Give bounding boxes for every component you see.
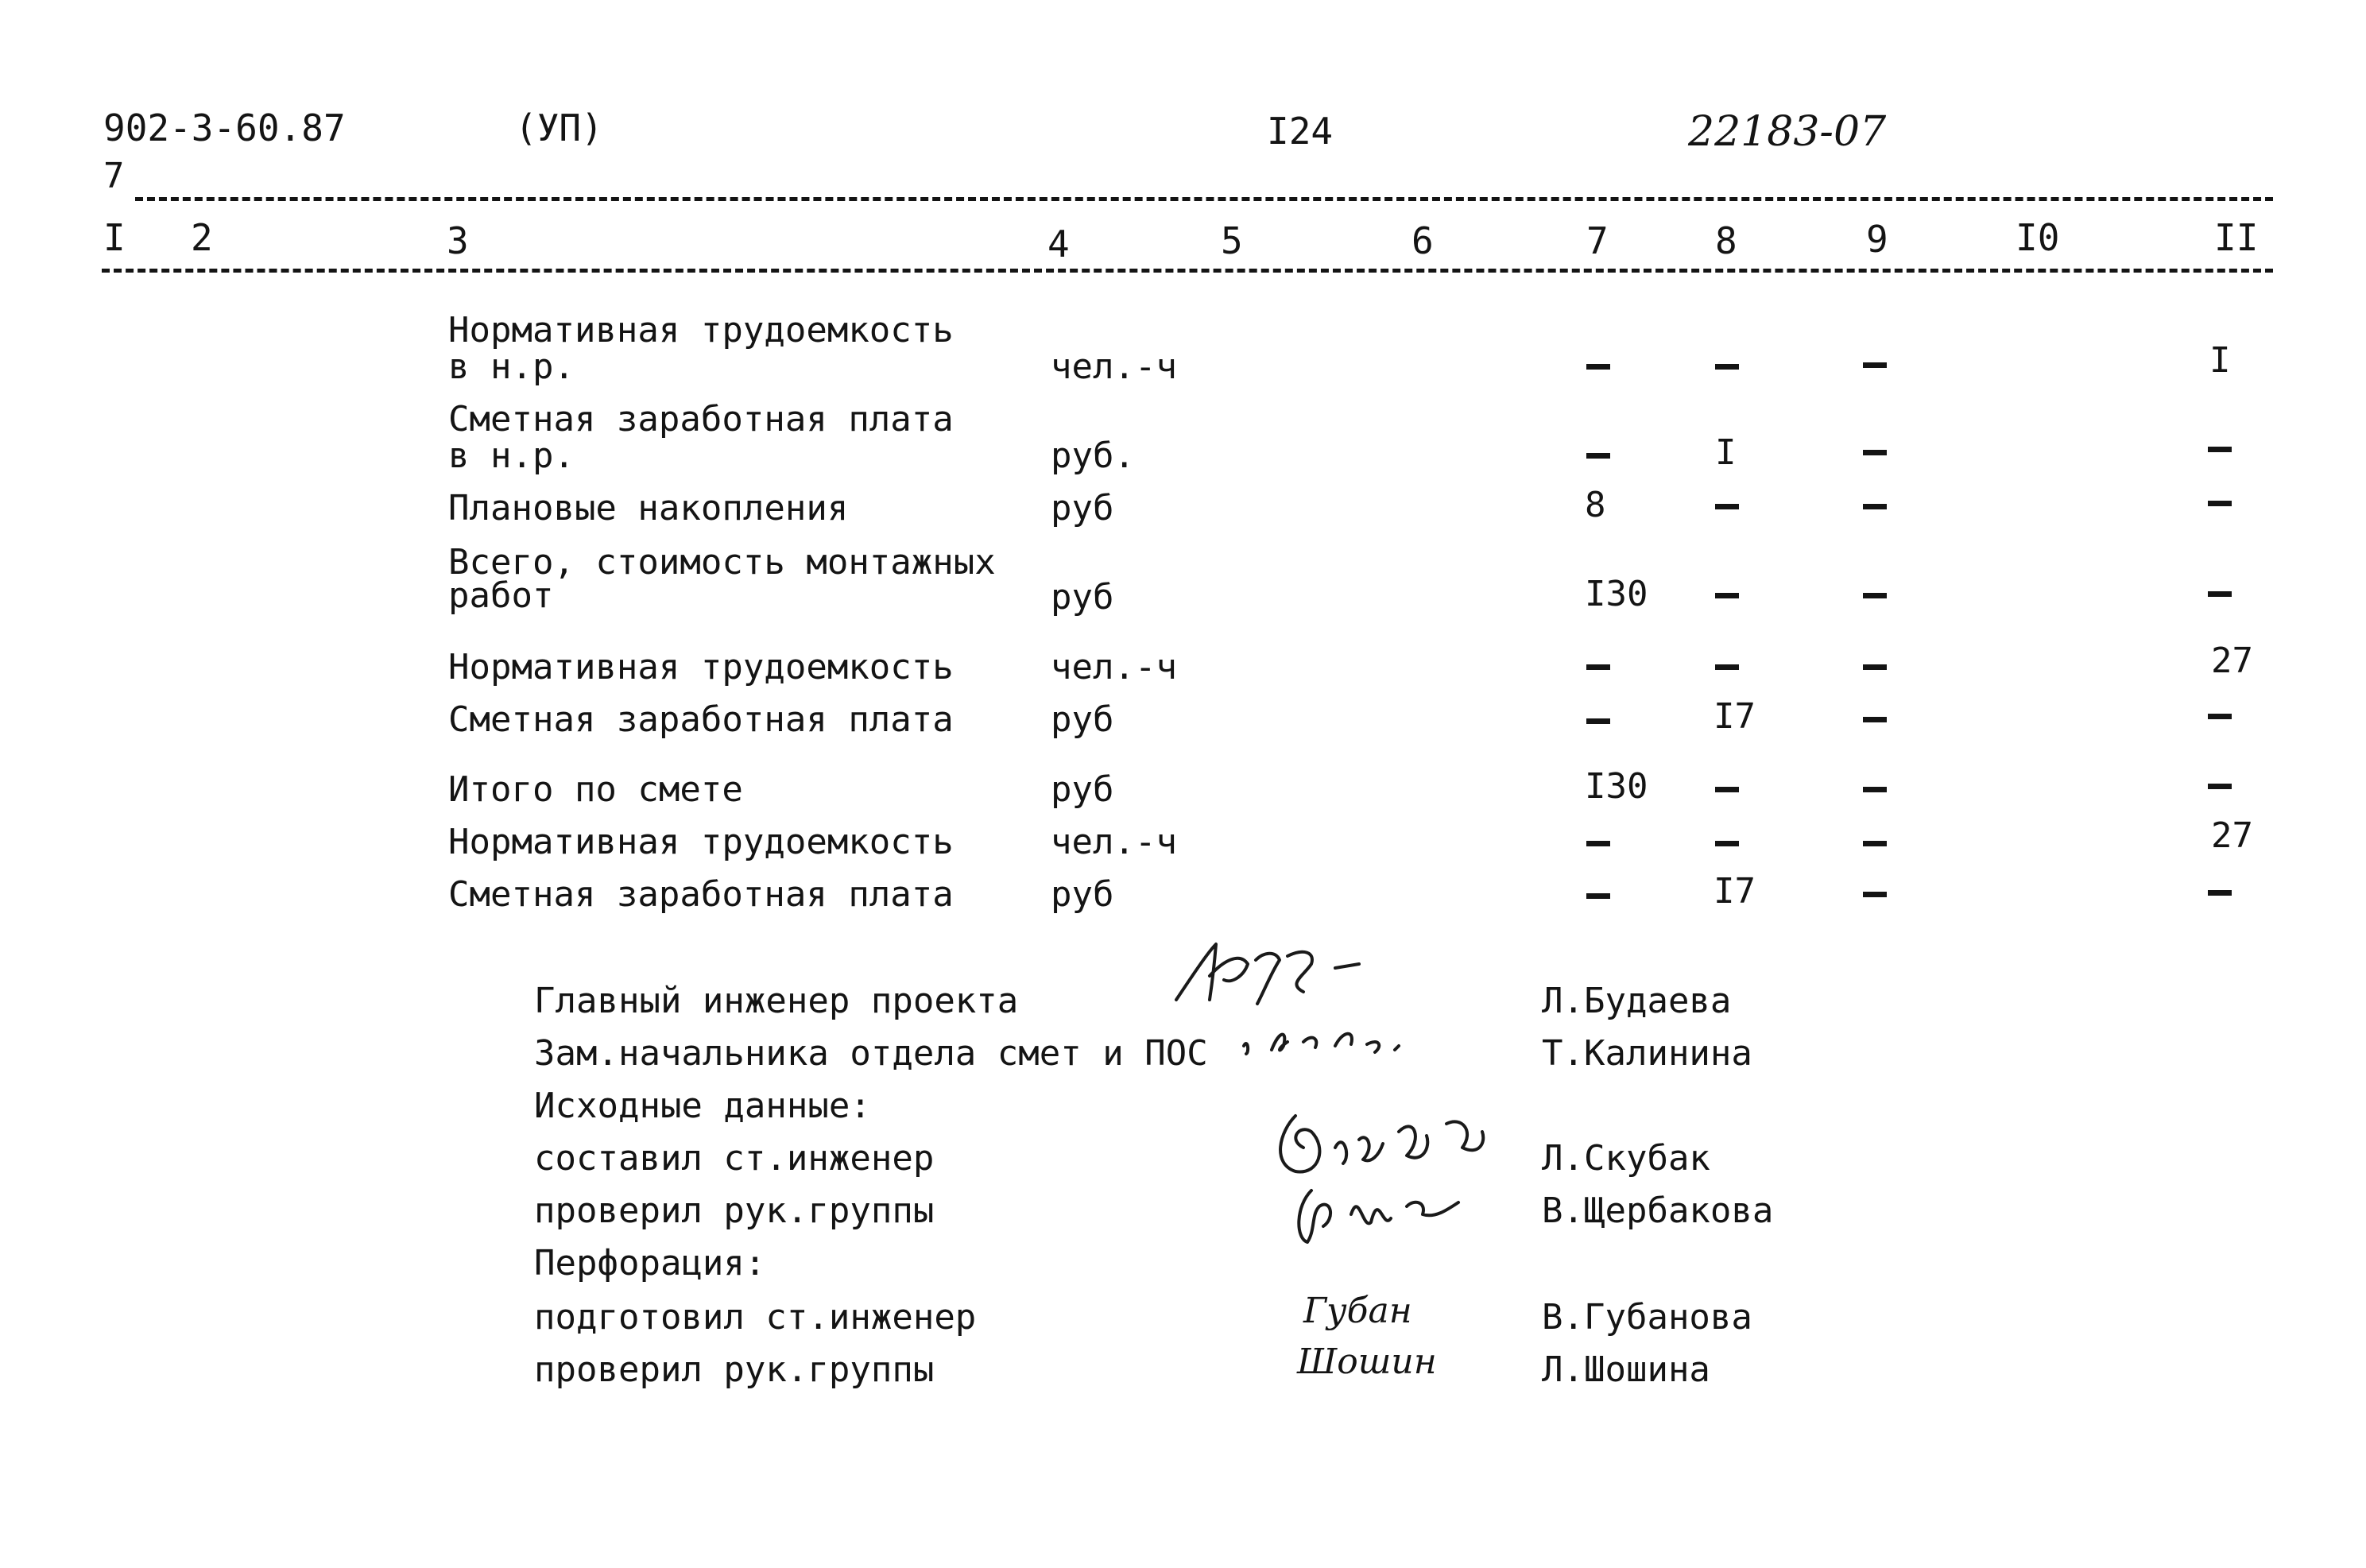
row-label-line: Нормативная трудоемкость <box>448 822 954 862</box>
empty-value-dash <box>1715 664 1739 670</box>
column-number-1: I <box>103 216 126 259</box>
empty-value-dash <box>1863 717 1887 722</box>
section-heading: Исходные данные: <box>534 1086 871 1126</box>
column-number-8: 8 <box>1715 219 1737 262</box>
empty-value-dash <box>2208 591 2232 597</box>
empty-value-dash <box>1863 362 1887 368</box>
empty-value-dash <box>1863 593 1887 598</box>
value-col7: 8 <box>1585 485 1606 525</box>
sheet-marker: 7 <box>103 156 125 196</box>
signature-chief-engineer <box>1168 928 1423 1016</box>
empty-value-dash <box>1715 841 1739 846</box>
signatory-role: составил ст.инженер <box>534 1138 935 1179</box>
header-top-rule <box>135 197 2273 201</box>
signature-checked-by-1 <box>1288 1175 1478 1246</box>
empty-value-dash <box>2208 447 2232 452</box>
signature-checked-by-2: Шошин <box>1297 1342 1437 1382</box>
signatory-role: проверил рук.группы <box>534 1349 935 1390</box>
column-number-7: 7 <box>1586 219 1609 262</box>
empty-value-dash <box>1586 453 1610 459</box>
row-label-line: Сметная заработная плата <box>448 699 954 740</box>
empty-value-dash <box>1863 892 1887 897</box>
empty-value-dash <box>1715 593 1739 598</box>
signatory-role: проверил рук.группы <box>534 1191 935 1231</box>
empty-value-dash <box>1586 718 1610 724</box>
row-unit: руб <box>1051 488 1114 528</box>
empty-value-dash <box>2208 784 2232 789</box>
value-col11: 27 <box>2211 815 2253 856</box>
document-code: 902-3-60.87 <box>103 106 346 149</box>
row-unit: руб <box>1051 699 1114 740</box>
row-unit: чел.-ч <box>1051 347 1177 387</box>
empty-value-dash <box>1715 504 1739 509</box>
value-col11: I <box>2209 340 2231 381</box>
row-label-line: Итого по смете <box>448 769 743 810</box>
empty-value-dash <box>2208 501 2232 506</box>
row-unit: руб. <box>1051 436 1135 476</box>
signatory-name: Л.Будаева <box>1542 981 1732 1021</box>
column-number-9: 9 <box>1866 218 1888 261</box>
signatory-role: подготовил ст.инженер <box>534 1297 977 1338</box>
signatory-name: В.Щербакова <box>1542 1191 1774 1231</box>
empty-value-dash <box>1863 450 1887 455</box>
row-label-line: работ <box>448 575 554 616</box>
column-number-10: I0 <box>2016 216 2060 259</box>
signature-prepared-by: Губан <box>1303 1291 1412 1331</box>
row-label-line: в н.р. <box>448 436 575 476</box>
header-bottom-rule <box>102 269 2273 273</box>
row-label-line: Сметная заработная плата <box>448 399 954 439</box>
column-number-6: 6 <box>1411 219 1434 262</box>
empty-value-dash <box>2208 714 2232 719</box>
page-number: I24 <box>1267 110 1334 153</box>
value-col8: I7 <box>1714 696 1756 737</box>
value-col11: 27 <box>2211 641 2253 681</box>
empty-value-dash <box>1586 893 1610 899</box>
signatory-name: Л.Шошина <box>1542 1349 1710 1390</box>
signatory-role: Главный инженер проекта <box>534 981 1019 1021</box>
row-label-line: Нормативная трудоемкость <box>448 310 954 350</box>
empty-value-dash <box>1586 364 1610 370</box>
section-code: (УП) <box>515 106 603 149</box>
row-label-line: Нормативная трудоемкость <box>448 647 954 687</box>
value-col7: I30 <box>1585 766 1648 807</box>
signatory-name: В.Губанова <box>1542 1297 1752 1338</box>
value-col8: I7 <box>1714 871 1756 912</box>
empty-value-dash <box>1586 664 1610 670</box>
column-number-5: 5 <box>1221 219 1243 262</box>
row-unit: руб <box>1051 577 1114 618</box>
empty-value-dash <box>1863 841 1887 846</box>
signatory-name: Т.Калинина <box>1542 1033 1752 1074</box>
column-number-4: 4 <box>1047 223 1070 265</box>
row-label-line: в н.р. <box>448 347 575 387</box>
value-col8: I <box>1715 432 1737 473</box>
column-number-3: 3 <box>447 219 469 262</box>
signatory-role: Зам.начальника отдела смет и ПОС <box>534 1033 1208 1074</box>
signature-deputy-head <box>1240 1014 1415 1062</box>
empty-value-dash <box>1863 504 1887 509</box>
empty-value-dash <box>1863 664 1887 670</box>
row-unit: руб <box>1051 874 1114 915</box>
registration-number: 22183-07 <box>1688 108 1887 156</box>
signatory-name: Л.Скубак <box>1542 1138 1710 1179</box>
row-label-line: Всего, стоимость монтажных <box>448 542 996 583</box>
row-label-line: Плановые накопления <box>448 488 849 528</box>
value-col7: I30 <box>1585 574 1648 614</box>
column-number-2: 2 <box>191 216 213 259</box>
empty-value-dash <box>1863 787 1887 792</box>
row-label-line: Сметная заработная плата <box>448 874 954 915</box>
section-heading: Перфорация: <box>534 1243 766 1283</box>
row-unit: чел.-ч <box>1051 647 1177 687</box>
empty-value-dash <box>2208 890 2232 896</box>
column-number-11: II <box>2214 216 2259 259</box>
empty-value-dash <box>1586 841 1610 846</box>
row-unit: руб <box>1051 769 1114 810</box>
empty-value-dash <box>1715 364 1739 370</box>
row-unit: чел.-ч <box>1051 822 1177 862</box>
empty-value-dash <box>1715 787 1739 792</box>
